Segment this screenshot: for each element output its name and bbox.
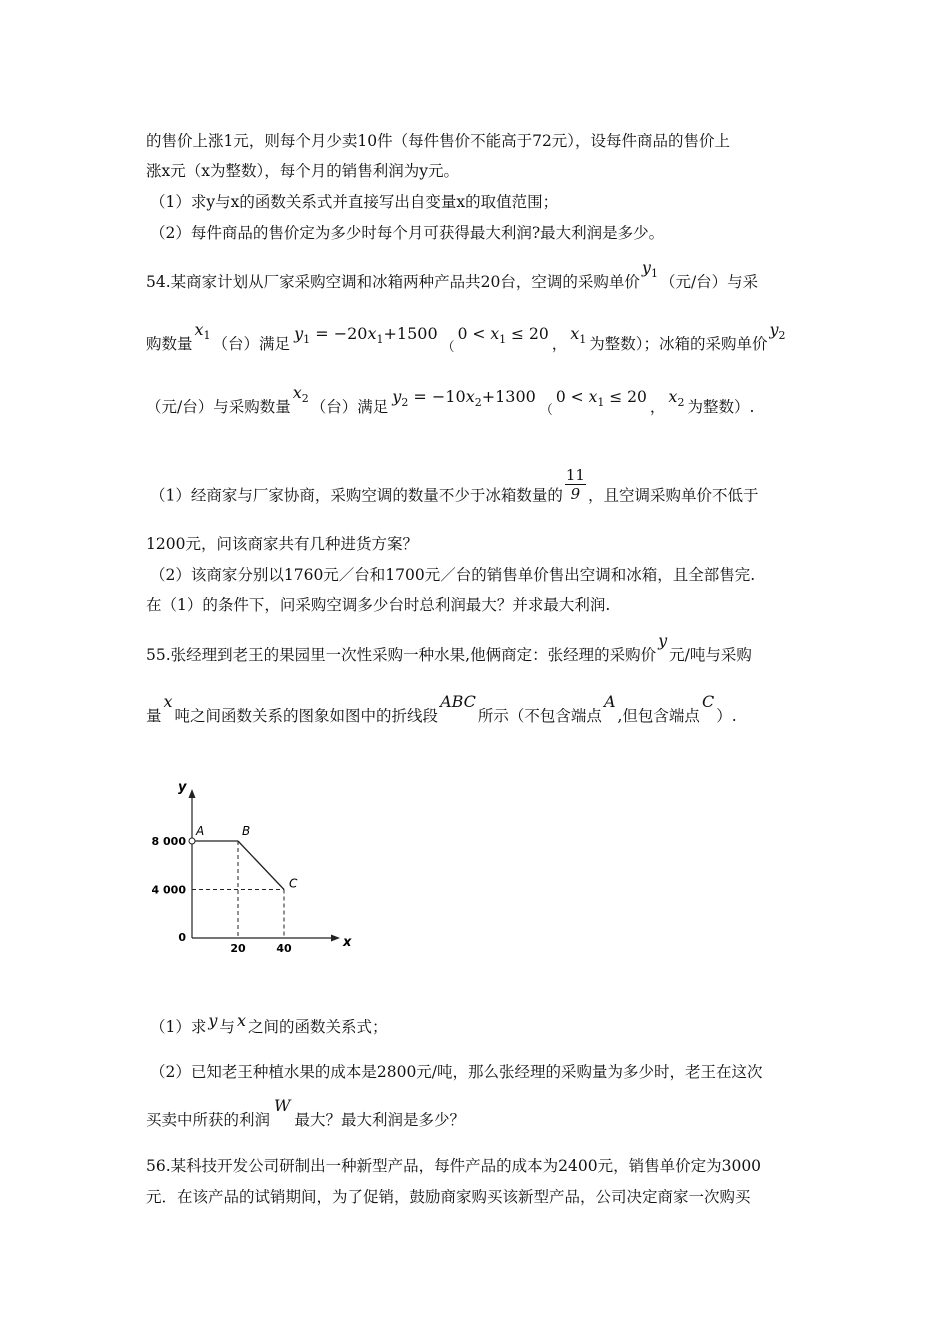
condition: $0 < x_1 \le 20$ [555, 388, 647, 410]
text: （ [441, 340, 455, 355]
text: 买卖中所获的利润 [146, 1111, 271, 1129]
condition: $0 < x_1 \le 20$ [457, 325, 549, 347]
point-label-C: C [289, 876, 298, 891]
question-part: （2）该商家分别以1760元／台和1700元／台的销售单价售出空调和冰箱，且全部售完. [150, 566, 756, 584]
text: 为整数）. [687, 398, 755, 416]
x-tick-label: 0 [178, 931, 186, 944]
question-55-line1 [146, 631, 752, 665]
text-line: 56.某科技开发公司研制出一种新型产品，每件产品的成本为2400元，销售单价定为3000 [146, 1157, 762, 1175]
text: （1）求 [150, 1018, 207, 1036]
point-label-A: A [196, 824, 205, 838]
y-tick-label: 8 000 [151, 835, 186, 848]
x-axis-label: x [343, 935, 352, 950]
text: ）. [716, 707, 737, 725]
text: 54.某商家计划从厂家采购空调和冰箱两种产品共20台，空调的采购单价 [146, 273, 640, 291]
math-y: y [208, 1011, 218, 1030]
text-line: 涨x元（x为整数），每个月的销售利润为y元。 [146, 162, 459, 180]
text: （台）满足 [212, 335, 291, 353]
math-y2: $y_2$ [769, 320, 786, 343]
text: ，且空调采购单价不低于 [587, 486, 759, 505]
text-line: 1200元，问该商家共有几种进货方案？ [146, 535, 418, 553]
text: ， [551, 335, 568, 353]
text: 所示（不包含端点 [477, 707, 602, 725]
question-54-line1 [146, 258, 759, 298]
text: （1）经商家与厂家协商，采购空调的数量不少于冰箱数量的 [150, 486, 563, 505]
y-axis-label: y [178, 780, 187, 795]
question-54-part1 [150, 466, 759, 515]
text: 为整数）；冰箱的采购单价 [589, 335, 768, 353]
math-x2: $x_2$ [668, 387, 685, 410]
math-x: x [163, 692, 173, 711]
math-y1: $y_1$ [641, 258, 658, 281]
text: 之间的函数关系式； [247, 1018, 388, 1036]
text: 最大？最大利润是多少？ [294, 1111, 465, 1129]
x-axis-arrow [331, 935, 340, 942]
text: （台）满足 [310, 398, 389, 416]
math-x1: $x_1$ [570, 324, 587, 347]
math-a: A [603, 692, 616, 711]
question-55-line2 [146, 692, 737, 726]
polyline-segment [238, 841, 284, 890]
text: 购数量 [146, 335, 193, 353]
math-x1: $x_1$ [194, 320, 211, 343]
equation-y2: $y_2 = -10x_2+1300$ [392, 387, 536, 410]
question-54-line2 [146, 320, 788, 360]
fraction-11-9: $\frac{11}{9}$ [565, 466, 585, 503]
question-54-line3 [146, 383, 755, 423]
piecewise-chart [140, 775, 370, 955]
math-w: W [274, 1096, 291, 1115]
question-55-part2-line2 [146, 1096, 465, 1130]
math-c: C [701, 692, 715, 711]
math-abc: ABC [440, 692, 476, 711]
question-part: （2）已知老王种植水果的成本是2800元/吨，那么张经理的采购量为多少时，老王在这次 [150, 1063, 763, 1081]
math-y: y [658, 631, 668, 650]
text: （ [539, 403, 553, 418]
question-55-part1 [150, 1011, 388, 1037]
text: （元/台）与采 [659, 273, 759, 291]
question-part: （2）每件商品的售价定为多少时每个月可获得最大利润?最大利润是多少。 [150, 224, 665, 242]
math-x2: $x_2$ [292, 383, 309, 406]
text: ， [649, 398, 666, 416]
text: ,但包含端点 [617, 707, 700, 725]
text: 元/吨与采购 [669, 646, 752, 664]
text: （元/台）与采购数量 [146, 398, 291, 416]
open-endpoint [189, 838, 195, 844]
y-tick-label: 4 000 [151, 883, 186, 897]
text: 量 [146, 707, 162, 725]
text: 55.张经理到老王的果园里一次性采购一种水果,他俩商定：张经理的采购价 [146, 646, 657, 664]
equation-y1: $y_1 = -20x_1+1500$ [294, 324, 438, 347]
point-label-B: B [242, 824, 251, 838]
question-part: （1）求y与x的函数关系式并直接写出自变量x的取值范围； [150, 193, 559, 211]
text-line: 元．在该产品的试销期间，为了促销，鼓励商家购买该新型产品，公司决定商家一次购买 [146, 1188, 751, 1206]
text: 与 [219, 1018, 235, 1036]
x-tick-label: 40 [276, 942, 292, 955]
math-x: x [236, 1011, 246, 1030]
text-line: 的售价上涨1元，则每个月少卖10件（每件售价不能高于72元），设每件商品的售价上 [146, 132, 731, 150]
y-axis-arrow [189, 789, 196, 798]
x-tick-label: 20 [230, 942, 246, 955]
text-line: 在（1）的条件下，问采购空调多少台时总利润最大？并求最大利润. [146, 596, 611, 614]
text: 吨之间函数关系的图象如图中的折线段 [174, 707, 439, 725]
